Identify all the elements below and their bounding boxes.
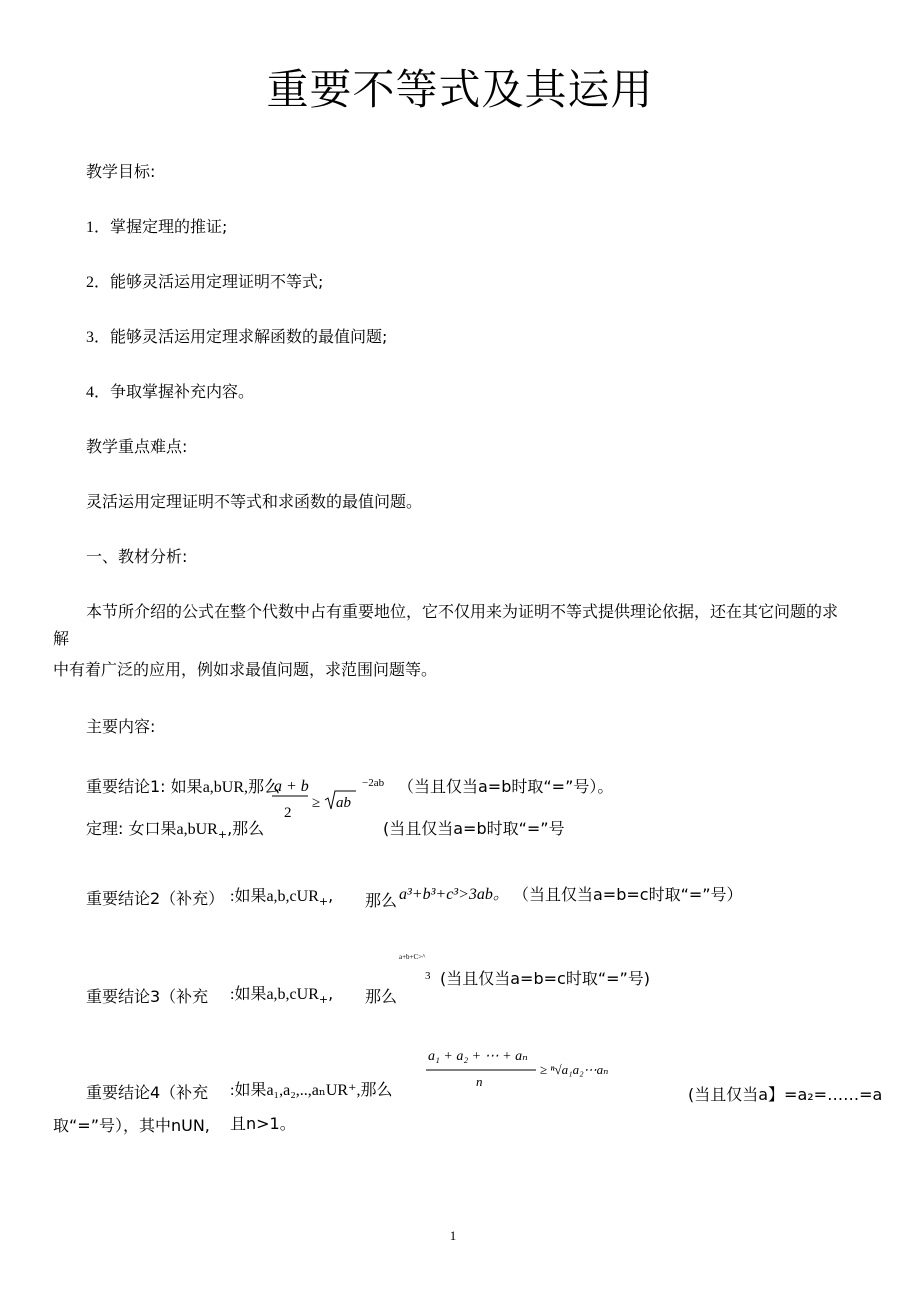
item-text: 争取掌握补充内容。: [110, 382, 255, 401]
conclusion-4-condition: :如果a₁,a₂,..,aₙUR⁺,那么: [230, 1082, 393, 1099]
page-title: 重要不等式及其运用: [266, 65, 654, 114]
item-text: 掌握定理的推证;: [110, 217, 228, 236]
key-points-heading: 教学重点难点:: [86, 437, 188, 456]
conclusion-3-condition: :如果a,b,cUR$_+$,: [230, 984, 334, 1007]
theorem-statement: 定理: 女口果a,bUR$_+$,那么: [86, 819, 265, 842]
conclusion-3-exponent: 3: [425, 970, 431, 982]
objective-item: 4．争取掌握补充内容。: [86, 382, 255, 401]
analysis-line: 解: [53, 629, 70, 648]
root-expression: ≥ ⁿ√a₁a₂⋯aₙ: [540, 1062, 609, 1077]
conclusion-label: 重要结论1:: [86, 777, 166, 796]
fraction-denominator: 2: [284, 805, 292, 821]
objective-item: 1．掌握定理的推证;: [86, 217, 228, 236]
fraction-numerator: a + b: [274, 778, 309, 795]
analysis-line: 中有着广泛的应用，例如求最值问题，求范围问题等。: [53, 660, 438, 679]
conclusion-2-note: （当且仅当a=b=c时取“=”号）: [513, 885, 743, 904]
conclusion-4-note: (当且仅当a】=a₂=……=a: [688, 1085, 883, 1104]
conclusion-1-statement: 重要结论1: 如果a,bUR,那么: [86, 777, 281, 796]
analysis-line: 本节所介绍的公式在整个代数中占有重要地位，它不仅用来为证明不等式提供理论依据，还在其它问题的求: [86, 602, 839, 621]
conclusion-2-condition: :如果a,b,cUR$_+$,: [230, 886, 334, 909]
conclusion-1-condition: （当且仅当a=b时取“=”号）。: [398, 777, 614, 796]
item-text: 能够灵活运用定理证明不等式;: [110, 272, 324, 291]
conclusion-3-then: 那么: [365, 987, 398, 1006]
conclusion-4-continuation-end: 且n>1。: [230, 1114, 296, 1133]
main-content-heading: 主要内容:: [86, 717, 156, 736]
am-gm-2-formula: [268, 774, 358, 822]
objectives-heading: 教学目标:: [86, 162, 156, 181]
conclusion-1-side-term: −2ab: [362, 777, 385, 789]
conclusion-4-label: 重要结论4（补充: [86, 1083, 209, 1102]
theorem-label: 定理:: [86, 819, 124, 838]
conclusion-3-formula-fragment: a+b+C>^: [399, 953, 426, 961]
item-number: 2: [86, 274, 94, 291]
item-number: 1: [86, 219, 94, 236]
conclusion-3-label: 重要结论3（补充: [86, 987, 209, 1006]
geq-symbol: ≥: [312, 795, 321, 811]
conclusion-2-label: 重要结论2（补充）: [86, 889, 225, 908]
item-number: 4: [86, 384, 94, 401]
theorem-condition: (当且仅当a=b时取“=”号: [383, 819, 565, 838]
item-text: 能够灵活运用定理求解函数的最值问题;: [110, 327, 388, 346]
fraction-denominator: n: [476, 1074, 483, 1089]
am-gm-n-formula: [424, 1043, 640, 1089]
page-number: 1: [449, 1228, 457, 1243]
objective-item: 2．能够灵活运用定理证明不等式;: [86, 272, 324, 291]
objective-item: 3．能够灵活运用定理求解函数的最值问题;: [86, 327, 388, 346]
fraction-numerator: a₁ + a₂ + ⋯ + aₙ: [428, 1049, 528, 1064]
conclusion-3-note: (当且仅当a=b=c时取“=”号): [440, 969, 651, 988]
key-points-text: 灵活运用定理证明不等式和求函数的最值问题。: [86, 492, 423, 511]
conclusion-2-then: 那么: [365, 891, 398, 910]
analysis-heading: 一、教材分析:: [86, 547, 188, 566]
sqrt-argument: ab: [336, 795, 351, 811]
item-number: 3: [86, 329, 94, 346]
conclusion-4-continuation: 取“=”号），其中nUN,: [53, 1116, 210, 1135]
conclusion-2-formula: a³+b³+c³>3ab。: [399, 886, 509, 903]
